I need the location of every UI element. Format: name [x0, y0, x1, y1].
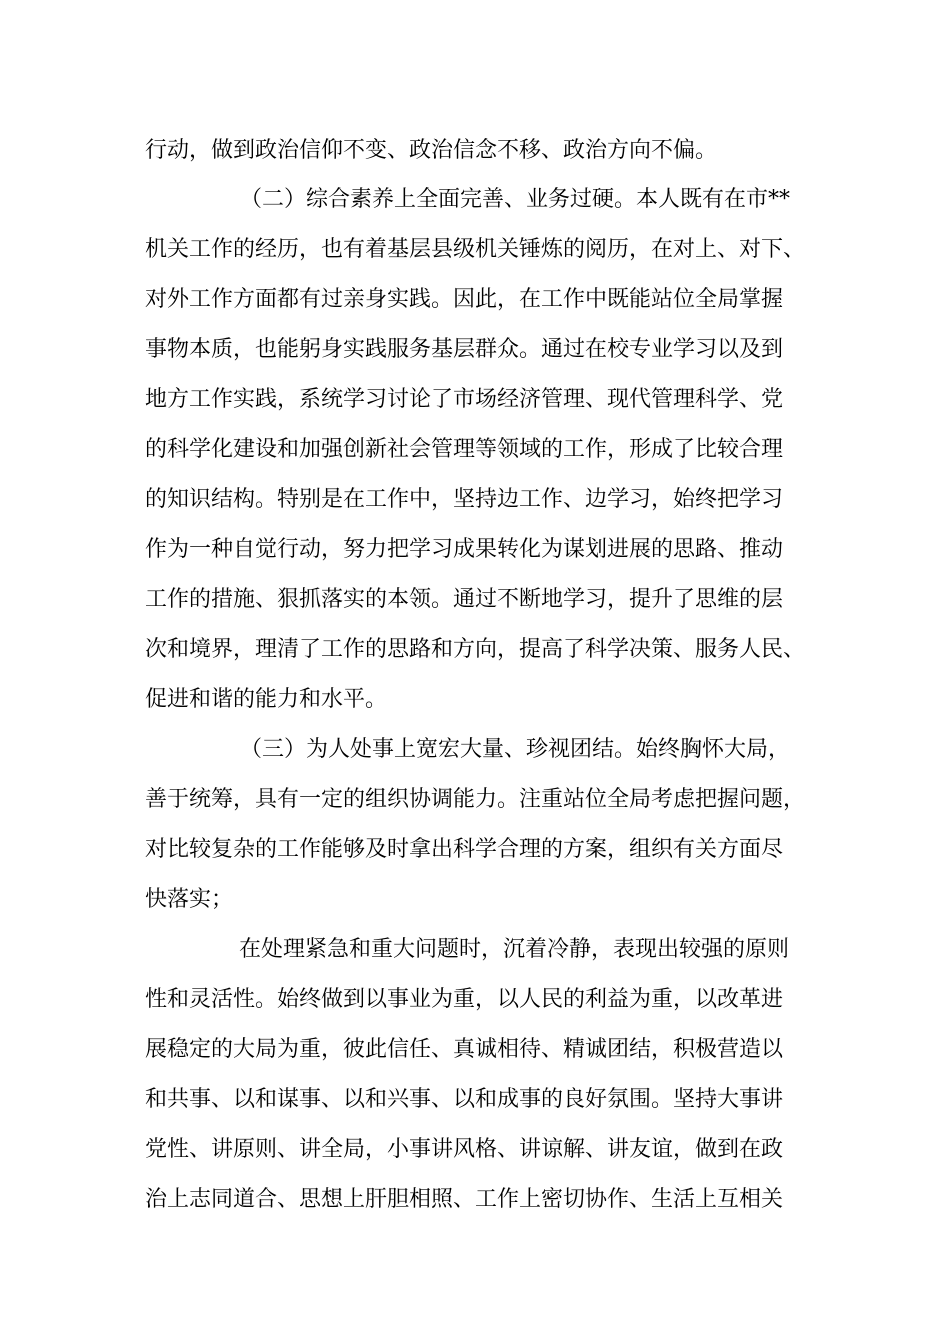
text-line: 机关工作的经历，也有着基层县级机关锤炼的阅历，在对上、对下、 [145, 237, 806, 262]
text-line: 次和境界，理清了工作的思路和方向，提高了科学决策、服务人民、 [145, 637, 806, 662]
text-line: 党性、讲原则、讲全局，小事讲风格、讲谅解、讲友谊，做到在政 [145, 1137, 784, 1162]
text-line: 促进和谐的能力和水平。 [145, 687, 388, 712]
text-line: 行动，做到政治信仰不变、政治信念不移、政治方向不偏。 [145, 138, 718, 163]
text-line: 善于统筹，具有一定的组织协调能力。注重站位全局考虑把握问题， [145, 787, 806, 812]
text-line: 地方工作实践，系统学习讨论了市场经济管理、现代管理科学、党 [145, 387, 784, 412]
text-line: 快落实； [145, 887, 234, 912]
section-heading-line: （三）为人处事上宽宏大量、珍视团结。始终胸怀大局， [240, 737, 791, 762]
text-line: 的科学化建设和加强创新社会管理等领域的工作，形成了比较合理 [145, 437, 784, 462]
text-line: 和共事、以和谋事、以和兴事、以和成事的良好氛围。坚持大事讲 [145, 1087, 784, 1112]
paragraph-start-line: 在处理紧急和重大问题时，沉着冷静，表现出较强的原则 [239, 937, 790, 962]
text-line: 对比较复杂的工作能够及时拿出科学合理的方案，组织有关方面尽 [145, 837, 784, 862]
text-line: 展稳定的大局为重，彼此信任、真诚相待、精诚团结，积极营造以 [145, 1037, 784, 1062]
text-line: 事物本质，也能躬身实践服务基层群众。通过在校专业学习以及到 [145, 337, 784, 362]
text-line: 工作的措施、狠抓落实的本领。通过不断地学习，提升了思维的层 [145, 587, 784, 612]
text-line: 对外工作方面都有过亲身实践。因此，在工作中既能站位全局掌握 [145, 287, 784, 312]
section-heading-line: （二）综合素养上全面完善、业务过硬。本人既有在市** [240, 187, 791, 212]
text-line: 治上志同道合、思想上肝胆相照、工作上密切协作、生活上互相关 [145, 1187, 784, 1212]
text-line: 性和灵活性。始终做到以事业为重，以人民的利益为重，以改革进 [145, 987, 784, 1012]
text-line: 作为一种自觉行动，努力把学习成果转化为谋划进展的思路、推动 [145, 537, 784, 562]
text-line: 的知识结构。特别是在工作中，坚持边工作、边学习，始终把学习 [145, 487, 784, 512]
